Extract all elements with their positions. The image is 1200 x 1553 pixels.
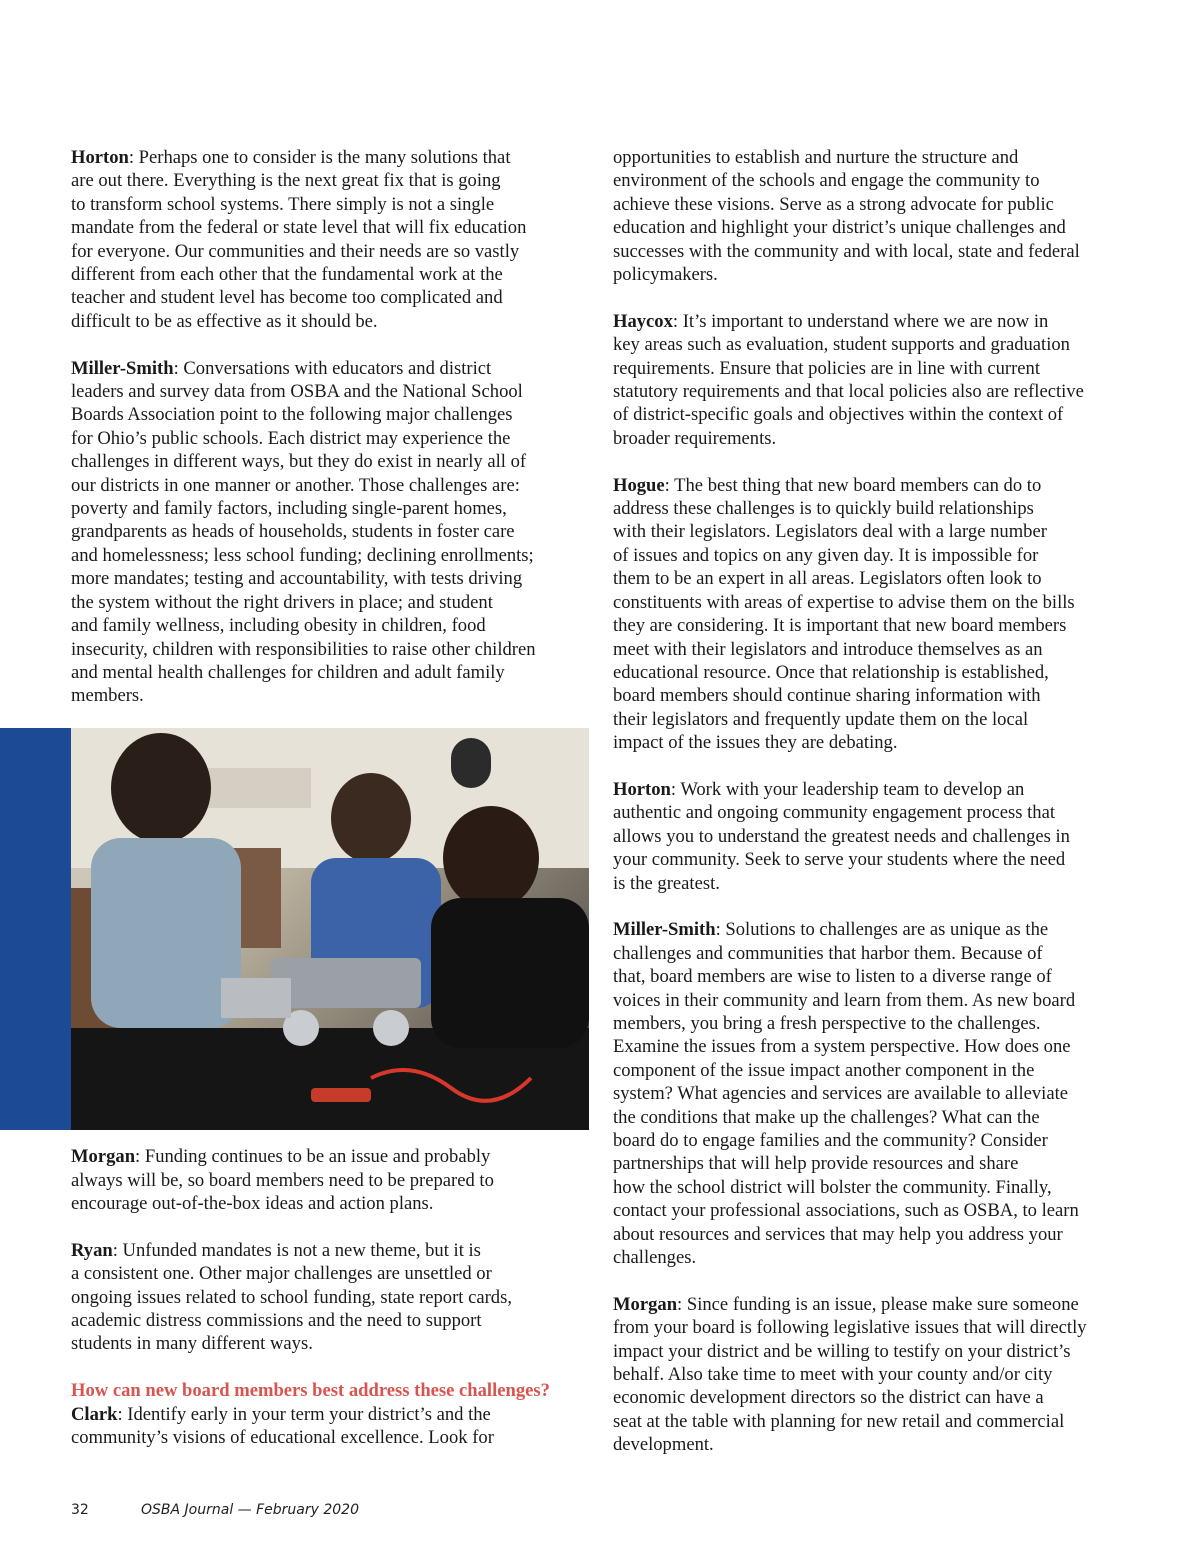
paragraph-text: : Solutions to challenges are as unique as the challenges and communities that harbor them. Because of that, board members are wise to listen to a diverse range of voices in their community and learn from them. As new board members, you bring a fresh perspective to the challenges. Examine the issues from a system perspective. How does one component of the issue impact another component in the system? What agencies and services are available to alleviate the conditions that make up the challenges? What can the board do to engage families and the community? Consider partnerships that will help provide resources and share how the school district will bolster the community. Finally, contact your professional associations, such as OSBA, to learn about resources and services that may help you address your challenges. — [613, 919, 1079, 1269]
page-number: 32 — [71, 1502, 89, 1518]
classroom-robotics-photo — [71, 728, 589, 1130]
publication-name: OSBA Journal — February 2020 — [141, 1502, 359, 1518]
paragraph-miller-smith — [71, 357, 593, 708]
paragraph-ryan — [71, 1239, 593, 1356]
speaker-name: Ryan — [71, 1239, 113, 1261]
paragraph-text: : Work with your leadership team to develop an authentic and ongoing community engagement process that allows you to understand the greatest needs and challenges in your community. Seek to serve your students where the need is the greatest. — [613, 778, 1070, 894]
speaker-name: Miller-Smith — [613, 919, 716, 941]
speaker-name: Haycox — [613, 310, 673, 332]
photo-illustration — [71, 728, 589, 1130]
paragraph-morgan-2 — [613, 1293, 1133, 1457]
paragraph-text: : Funding continues to be an issue and probably always will be, so board members need to be prepared to encourage out-of-the-box ideas and action plans. — [71, 1146, 494, 1214]
paragraph-text: : Identify early in your term your district’s and the community’s visions of educational excellence. Look for — [71, 1403, 494, 1448]
section-question: How can new board members best address these challenges? — [71, 1380, 550, 1402]
paragraph-clark — [71, 1403, 593, 1450]
blue-accent-bar — [0, 728, 71, 1130]
paragraph-text: : Unfunded mandates is not a new theme, but it is a consistent one. Other major challenges are unsettled or ongoing issues related to school funding, state report cards, academic distress commissions and the need to support students in many different ways. — [71, 1239, 512, 1355]
speaker-name: Hogue — [613, 474, 665, 496]
paragraph-text: : Perhaps one to consider is the many solutions that are out there. Everything is the next great fix that is going to transform school systems. There simply is not a single mandate from the federal or state level that will fix education for everyone. Our communities and their needs are so vastly different from each other that the fundamental work at the teacher and student level has become too complicated and difficult to be as effective as it should be. — [71, 147, 527, 332]
paragraph-haycox — [613, 310, 1133, 450]
paragraph-text: opportunities to establish and nurture the structure and environment of the schools and engage the community to achieve these visions. Serve as a strong advocate for public education and highlight your district’s unique challenges and successes with the community and with local, state and federal policymakers. — [613, 147, 1080, 286]
paragraph-text: : Since funding is an issue, please make sure someone from your board is following legislative issues that will directly impact your district and be willing to testify on your district’s behalf. Also take time to meet with your county and/or city economic development directors so the district can have a seat at the table with planning for new retail and commercial development. — [613, 1293, 1087, 1456]
right-column — [613, 146, 1133, 1457]
paragraph-miller-smith-2 — [613, 918, 1133, 1269]
paragraph-horton-2 — [613, 778, 1133, 895]
speaker-name: Clark — [71, 1403, 118, 1425]
speaker-name: Horton — [613, 778, 671, 800]
paragraph-text: : Conversations with educators and district leaders and survey data from OSBA and the National School Boards Association point to the following major challenges for Ohio’s public schools. Each district may experience the challenges in different ways, but they do exist in nearly all of our districts in one manner or another. Those challenges are: poverty and family factors, including single-parent homes, grandparents as heads of households, students in foster care and homelessness; less school funding; declining enrollments; more mandates; testing and accountability, with tests driving the system without the right drivers in place; and student and family wellness, including obesity in children, food insecurity, children with responsibilities to raise other children and mental health challenges for children and adult family members. — [71, 357, 536, 707]
speaker-name: Morgan — [71, 1146, 136, 1168]
paragraph-morgan — [71, 1145, 593, 1215]
speaker-name: Morgan — [613, 1293, 678, 1315]
speaker-name: Horton — [71, 147, 129, 168]
paragraph-text: : It’s important to understand where we are now in key areas such as evaluation, student supports and graduation requirements. Ensure that policies are in line with current statutory requirements and that local policies also are reflective of district-specific goals and objectives within the context of broader requirements. — [613, 310, 1084, 449]
speaker-name: Miller-Smith — [71, 357, 174, 379]
paragraph-hogue — [613, 474, 1133, 755]
paragraph-horton — [71, 146, 593, 333]
paragraph-continued — [613, 146, 1133, 286]
page-footer — [71, 1502, 359, 1518]
paragraph-text: : The best thing that new board members can do to address these challenges is to quickly build relationships with their legislators. Legislators deal with a large number of issues and topics on any given day. It is impossible for them to be an expert in all areas. Legislators often look to constituents with areas of expertise to advise them on the bills they are considering. It is important that new board members meet with their legislators and introduce themselves as an educational resource. Once that relationship is established, board members should continue sharing information with their legislators and frequently update them on the local impact of the issues they are debating. — [613, 474, 1075, 754]
